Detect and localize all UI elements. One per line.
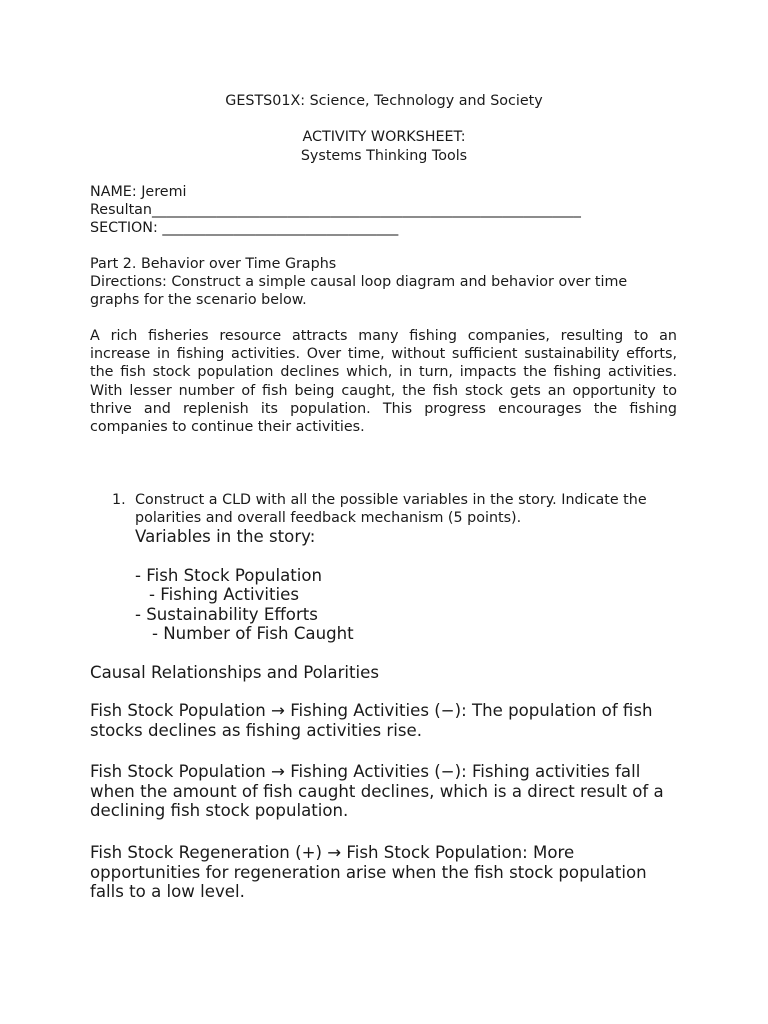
variables-heading: Variables in the story:: [135, 527, 316, 546]
course-title: GESTS01X: Science, Technology and Society: [225, 93, 543, 109]
surname-line: Resultan____________________________________________________________: [90, 202, 581, 218]
worksheet-subtitle: Systems Thinking Tools: [300, 148, 468, 164]
section-line: SECTION: _________________________________: [90, 220, 399, 236]
question-number: 1.: [112, 492, 126, 508]
relationships-heading: Causal Relationships and Polarities: [90, 663, 379, 682]
scenario-paragraph: A rich fisheries resource attracts many fishing companies, resulting to an increase in fishing activities. Over time, without sufficient sustainability efforts, the fish stock population declines which, in turn, impacts the fishing activities. With lesser number of fish being caught, the fish stock gets an opportunity to thrive and replenish its population. This progress encourages the fishing companies to continue their activities.: [90, 328, 677, 436]
variable-item: - Sustainability Efforts: [135, 605, 318, 624]
worksheet-title: ACTIVITY WORKSHEET:: [302, 129, 466, 145]
part-title: Part 2. Behavior over Time Graphs: [90, 256, 337, 272]
relationship-item: Fish Stock Population → Fishing Activities (−): The population of fish stocks declines as fishing activities rise.: [90, 701, 653, 740]
relationship-item: Fish Stock Population → Fishing Activities (−): Fishing activities fall when the amount of fish caught declines, which is a direct result of a declining fish stock population.: [90, 762, 664, 821]
question-text: Construct a CLD with all the possible variables in the story. Indicate the polarities and overall feedback mechanism (5 points).: [135, 492, 647, 527]
name-line: NAME: Jeremi: [90, 184, 187, 200]
directions: Directions: Construct a simple causal loop diagram and behavior over time graphs for the scenario below.: [90, 274, 628, 309]
variable-item: - Fish Stock Population: [135, 566, 323, 585]
variable-item: - Number of Fish Caught: [152, 624, 354, 643]
variable-item: - Fishing Activities: [149, 585, 300, 604]
relationship-item: Fish Stock Regeneration (+) → Fish Stock Population: More opportunities for regeneration arise when the fish stock population falls to a low level.: [90, 843, 647, 902]
